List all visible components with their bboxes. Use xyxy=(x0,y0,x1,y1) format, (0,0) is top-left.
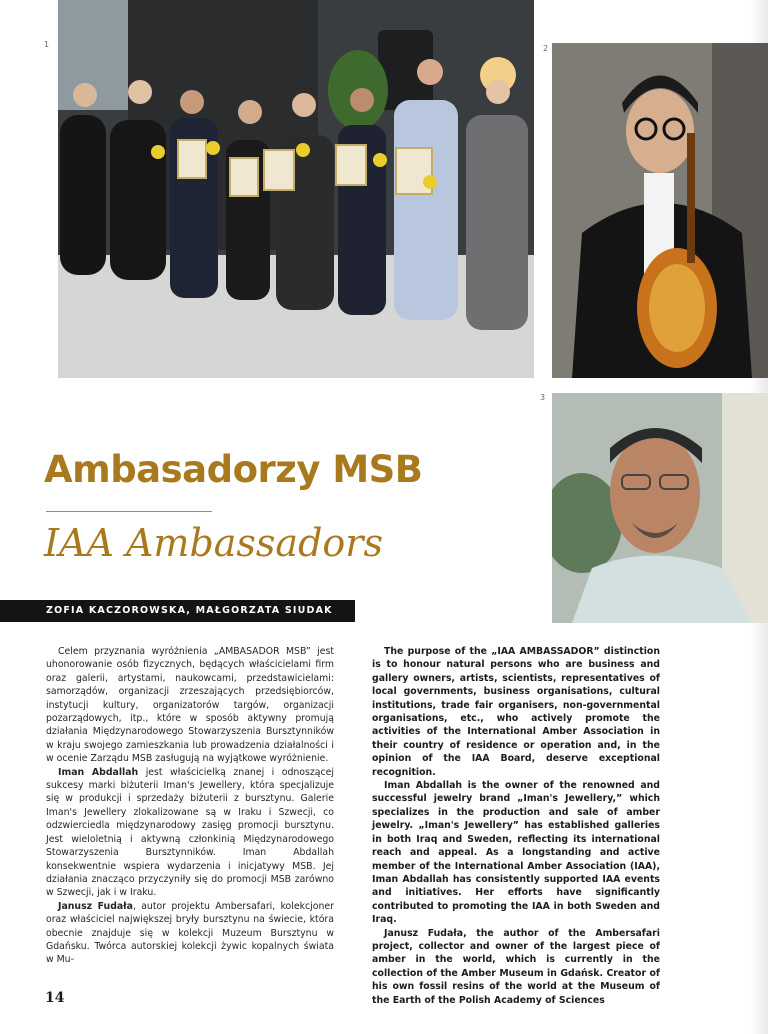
name-iman-pl: Iman Abdallah xyxy=(58,766,139,778)
photo-award-ceremony xyxy=(58,0,534,378)
text-janusz-pl: , autor projektu Ambersafari, kolekcjoner oraz właściciel największej bryły bursztynu na świecie, która obecnie znajduje się w kolekcji Muzeum Bursztynu w Gdańsku. Twórca autorskiej kolekcji żywic kopalnych świata w Mu- xyxy=(46,900,334,966)
photo-1-number: 1 xyxy=(44,40,50,49)
paragraph-janusz-en xyxy=(372,927,660,1007)
title-polish: Ambasadorzy MSB xyxy=(44,448,423,491)
paragraph-intro-en: The purpose of the „IAA AMBASSADOR” distinction is to honour natural persons who are business and gallery owners, artists, scientists, representatives of local governments, business organisations, cultural institutions, trade fair organisers, non-governmental organisations, etc., who actively promote the activities of the International Amber Association in their country of residence or operation and, in the opinion of the IAA Board, deserve exceptional recognition. xyxy=(372,646,660,778)
photo-portrait-man xyxy=(552,393,768,623)
paragraph-janusz-pl xyxy=(46,900,334,967)
paragraph-iman-pl xyxy=(46,766,334,900)
photo-2-number: 2 xyxy=(543,44,549,53)
column-polish xyxy=(46,645,334,967)
title-divider xyxy=(46,511,212,512)
paragraph-intro-pl: Celem przyznania wyróżnienia „AMBASADOR MSB” jest uhonorowanie osób fizycznych, będących właścicielami firm oraz galerii, artystami, naukowcami, przedstawicielami: samorządów, organizacji zrzeszających przedsiębiorców, instytucji kultury, organizatorów targów, organizacji pozarządowych, itp., które w sposób aktywny promują działania Międzynarodowego Stowarzyszenia Bursztynników w kraju swojego zamieszkania lub prowadzenia działalności i w ocenie Zarządu MSB zasługują na wyjątkowe wyróżnienie. xyxy=(46,646,334,765)
title-english: IAA Ambassadors xyxy=(44,521,383,565)
photo-3-number: 3 xyxy=(540,393,546,402)
text-janusz-en: , the author of the Ambersafari project, collector and owner of the largest piece of amber in the world, which is currently in the collection of the Amber Museum in Gdańsk. Creator of his own fossil resins of the world at the Museum of the Earth of the Polish Academy of Sciences xyxy=(372,927,660,1006)
text-iman-en: is the owner of the renowned and successful jewelry brand „Iman's Jewellery,” which specializes in the production and sale of amber jewelry. „Iman's Jewellery” has established galleries in both Iraq and Sweden, reflecting its international reach and appeal. As a longstanding and active member of the International Amber Association (IAA), Iman Abdallah has consistently supported IAA events and initiatives. Her efforts have significantly contributed to promoting the IAA in both Sweden and Iraq. xyxy=(372,780,660,926)
column-english xyxy=(372,645,660,1007)
text-iman-pl: jest właścicielką znanej i odnoszącej sukcesy marki biżuterii Iman's Jewellery, która specjalizuje się w produkcji i sprzedaży biżuterii z bursztynu. Galerie Iman's Jewellery zlokalizowane są w Iraku i Szwecji, co odzwierciedla międzynarodowy zasięg promocji bursztynu. Jest wieloletnią i aktywną członkinią Międzynarodowego Stowarzyszenia Bursztynników. Iman Abdallah konsekwentnie wspiera wydarzenia i inicjatywy MSB. Jej działania znacząco przyczyniły się do promocji MSB zarówno w Szwecji, jak i w Iraku. xyxy=(46,766,335,899)
paragraph-iman-en xyxy=(372,779,660,926)
author-byline: ZOFIA KACZOROWSKA, MAŁGORZATA SIUDAK xyxy=(0,600,355,622)
page-number: 14 xyxy=(45,990,65,1006)
name-janusz-pl: Janusz Fudała xyxy=(58,900,133,912)
name-iman-en: Iman Abdallah xyxy=(384,780,463,792)
name-janusz-en: Janusz Fudała xyxy=(384,927,464,939)
photo-portrait-amber-violin xyxy=(552,43,768,378)
